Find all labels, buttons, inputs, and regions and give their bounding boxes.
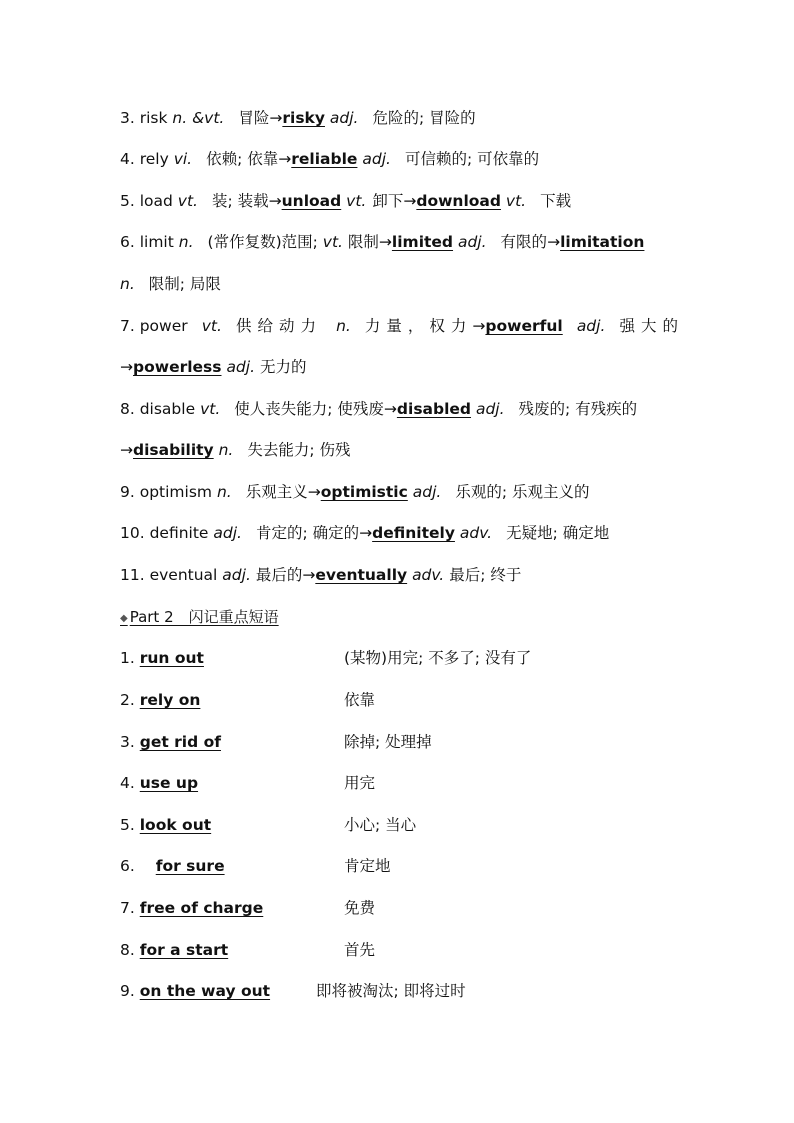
answer-word: download	[416, 192, 501, 210]
answer-word: eventually	[315, 566, 408, 584]
answer-word: limited	[391, 233, 454, 251]
diamond-bullet-icon: ◆	[120, 613, 128, 624]
phrase-item: 8. for a start 首先	[120, 941, 376, 959]
phrase-item: 1. run out (某物)用完; 不多了; 没有了	[120, 649, 532, 667]
vocab-entry-eventual: 11. eventual adj. 最后的→eventually adv. 最后; 终于	[120, 566, 522, 584]
vocab-entry-power-cont: →powerless adj. 无力的	[120, 358, 307, 376]
phrase-item: 6. for sure 肯定地	[120, 857, 391, 875]
answer-word: disabled	[396, 400, 472, 418]
phrase-item: 5. look out 小心; 当心	[120, 816, 417, 834]
vocab-entry-risk: 3. risk n. &vt. 冒险→risky adj. 危险的; 冒险的	[120, 109, 476, 127]
vocab-entry-load: 5. load vt. 装; 装载→unload vt. 卸下→download vt. 下载	[120, 192, 572, 210]
vocab-entry-disable-cont: →disability n. 失去能力; 伤残	[120, 441, 351, 459]
vocab-entry-optimism: 9. optimism n. 乐观主义→optimistic adj. 乐观的; 乐观主义的	[120, 483, 590, 501]
answer-word: definitely	[372, 524, 455, 542]
answer-word: risky	[282, 109, 325, 127]
phrase-item: 9. on the way out 即将被淘汰; 即将过时	[120, 982, 466, 1000]
answer-word: powerless	[133, 358, 222, 376]
phrase-item: 3. get rid of 除掉; 处理掉	[120, 733, 432, 751]
phrase-item: 7. free of charge 免费	[120, 899, 376, 917]
answer-word: unload	[281, 192, 342, 210]
answer-word: optimistic	[320, 483, 408, 501]
answer-word: limitation	[560, 233, 645, 251]
answer-word: reliable	[291, 150, 358, 168]
vocab-entry-power: 7. power vt. 供给动力 n. 力量，权力→powerful adj. 强大的	[120, 317, 684, 335]
vocab-entry-disable: 8. disable vt. 使人丧失能力; 使残废→disabled adj. 残废的; 有残疾的	[120, 400, 638, 418]
vocab-entry-limit-cont: n. 限制; 局限	[120, 275, 221, 293]
phrase-item: 2. rely on 依靠	[120, 691, 376, 709]
vocab-entry-limit: 6. limit n. (常作复数)范围; vt. 限制→limited adj. 有限的→limitation	[120, 233, 645, 251]
vocab-entry-rely: 4. rely vi. 依赖; 依靠→reliable adj. 可信赖的; 可依靠的	[120, 150, 540, 168]
vocab-entry-definite: 10. definite adj. 肯定的; 确定的→definitely adv. 无疑地; 确定地	[120, 524, 610, 542]
section-heading: ◆ Part 2 闪记重点短语	[120, 608, 279, 626]
phrase-item: 4. use up 用完	[120, 774, 376, 792]
answer-word: powerful	[485, 317, 563, 335]
answer-word: disability	[133, 441, 214, 459]
